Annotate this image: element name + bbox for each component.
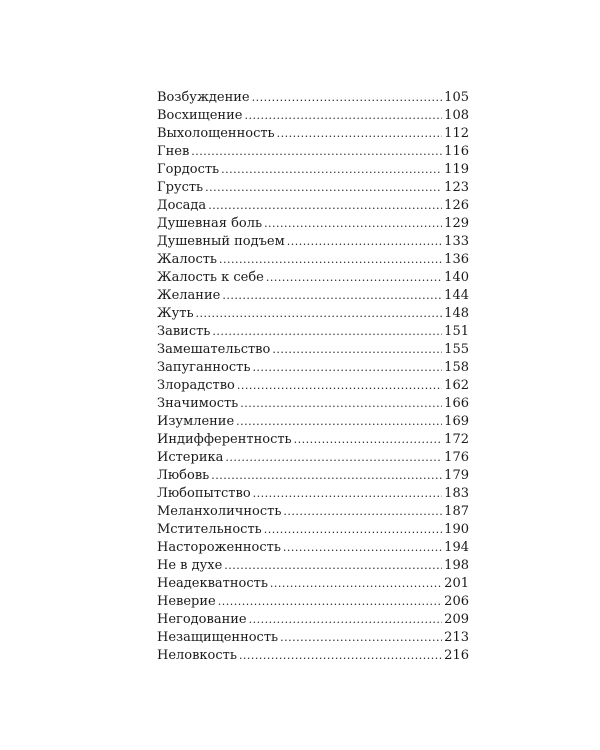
toc-entry-title: Неловкость — [157, 648, 237, 663]
toc-entry — [157, 395, 469, 413]
toc-entry — [157, 593, 469, 611]
toc-dot-leader — [277, 125, 443, 143]
toc-entry — [157, 89, 469, 107]
toc-entry — [157, 521, 469, 539]
toc-entry-page: 133 — [444, 234, 469, 249]
toc-entry-title: Зависть — [157, 324, 211, 339]
toc-entry — [157, 323, 469, 341]
toc-entry — [157, 449, 469, 467]
toc-dot-leader — [272, 341, 442, 359]
toc-entry-title: Неадекватность — [157, 576, 268, 591]
toc-entry — [157, 539, 469, 557]
toc-entry-page: 108 — [444, 108, 469, 123]
toc-entry-title: Любовь — [157, 468, 210, 483]
toc-entry — [157, 125, 469, 143]
toc-entry — [157, 503, 469, 521]
toc-entry-page: 126 — [444, 198, 469, 213]
toc-dot-leader — [280, 629, 442, 647]
toc-entry-title: Запуганность — [157, 360, 251, 375]
toc-entry — [157, 305, 469, 323]
toc-entry — [157, 611, 469, 629]
toc-dot-leader — [237, 377, 442, 395]
toc-entry — [157, 341, 469, 359]
toc-entry-title: Индифферентность — [157, 432, 292, 447]
toc-dot-leader — [287, 233, 442, 251]
toc-entry-page: 162 — [444, 378, 469, 393]
toc-entry-page: 158 — [444, 360, 469, 375]
toc-entry-title: Возбуждение — [157, 90, 250, 105]
toc-dot-leader — [266, 269, 442, 287]
toc-entry-page: 206 — [444, 594, 469, 609]
table-of-contents — [157, 89, 469, 665]
toc-dot-leader — [191, 143, 442, 161]
toc-dot-leader — [224, 557, 442, 575]
toc-entry-page: 216 — [444, 648, 469, 663]
toc-dot-leader — [283, 503, 442, 521]
toc-dot-leader — [236, 413, 442, 431]
toc-entry-title: Неверие — [157, 594, 216, 609]
toc-entry-title: Восхищение — [157, 108, 243, 123]
toc-entry — [157, 107, 469, 125]
toc-dot-leader — [249, 611, 443, 629]
toc-dot-leader — [264, 215, 442, 233]
toc-entry-title: Мстительность — [157, 522, 262, 537]
toc-entry — [157, 431, 469, 449]
toc-dot-leader — [218, 593, 442, 611]
toc-entry-title: Истерика — [157, 450, 224, 465]
toc-entry-title: Досада — [157, 198, 207, 213]
toc-dot-leader — [221, 161, 442, 179]
toc-entry-page: 183 — [444, 486, 469, 501]
toc-entry — [157, 629, 469, 647]
toc-entry-title: Настороженность — [157, 540, 281, 555]
toc-entry — [157, 197, 469, 215]
toc-entry-page: 179 — [444, 468, 469, 483]
toc-entry — [157, 557, 469, 575]
toc-dot-leader — [219, 251, 442, 269]
toc-entry-title: Душевная боль — [157, 216, 263, 231]
toc-entry-page: 116 — [444, 144, 469, 159]
toc-entry-page: 169 — [444, 414, 469, 429]
toc-entry-page: 213 — [444, 630, 469, 645]
toc-entry-page: 151 — [444, 324, 469, 339]
toc-entry-page: 119 — [444, 162, 469, 177]
toc-entry-page: 190 — [444, 522, 469, 537]
toc-entry-title: Злорадство — [157, 378, 235, 393]
toc-entry — [157, 467, 469, 485]
toc-entry — [157, 413, 469, 431]
toc-entry-page: 209 — [444, 612, 469, 627]
toc-dot-leader — [264, 521, 442, 539]
toc-entry-page: 129 — [444, 216, 469, 231]
toc-dot-leader — [253, 485, 443, 503]
toc-entry — [157, 287, 469, 305]
toc-entry-page: 187 — [444, 504, 469, 519]
toc-entry — [157, 647, 469, 665]
toc-entry-title: Незащищенность — [157, 630, 279, 645]
toc-entry-page: 201 — [444, 576, 469, 591]
toc-dot-leader — [240, 395, 442, 413]
toc-entry-page: 123 — [444, 180, 469, 195]
toc-entry-title: Замешательство — [157, 342, 271, 357]
toc-entry-title: Жуть — [157, 306, 194, 321]
toc-dot-leader — [208, 197, 442, 215]
toc-entry-page: 176 — [444, 450, 469, 465]
toc-entry — [157, 251, 469, 269]
toc-entry-title: Душевный подъем — [157, 234, 285, 249]
toc-entry-title: Жалость — [157, 252, 217, 267]
toc-dot-leader — [244, 107, 442, 125]
toc-entry-title: Гордость — [157, 162, 220, 177]
toc-entry-title: Грусть — [157, 180, 204, 195]
toc-entry-page: 194 — [444, 540, 469, 555]
toc-entry — [157, 233, 469, 251]
toc-dot-leader — [252, 89, 443, 107]
toc-entry-page: 198 — [444, 558, 469, 573]
toc-entry-page: 144 — [444, 288, 469, 303]
toc-dot-leader — [212, 323, 442, 341]
toc-dot-leader — [222, 287, 442, 305]
toc-entry — [157, 269, 469, 287]
toc-entry — [157, 359, 469, 377]
toc-entry-page: 172 — [444, 432, 469, 447]
toc-entry-page: 136 — [444, 252, 469, 267]
toc-dot-leader — [196, 305, 443, 323]
toc-entry-title: Любопытство — [157, 486, 251, 501]
toc-entry — [157, 215, 469, 233]
toc-entry-title: Изумление — [157, 414, 235, 429]
toc-entry-title: Не в духе — [157, 558, 223, 573]
toc-entry-page: 140 — [444, 270, 469, 285]
toc-entry — [157, 377, 469, 395]
toc-entry-page: 112 — [444, 126, 469, 141]
toc-entry-title: Выхолощенность — [157, 126, 275, 141]
toc-entry-title: Гнев — [157, 144, 190, 159]
toc-entry-title: Негодование — [157, 612, 247, 627]
toc-entry-page: 155 — [444, 342, 469, 357]
toc-dot-leader — [270, 575, 442, 593]
toc-entry-title: Желание — [157, 288, 221, 303]
toc-entry — [157, 143, 469, 161]
toc-dot-leader — [225, 449, 442, 467]
toc-entry-title: Значимость — [157, 396, 239, 411]
toc-dot-leader — [211, 467, 442, 485]
toc-entry-title: Жалость к себе — [157, 270, 264, 285]
toc-dot-leader — [205, 179, 442, 197]
toc-dot-leader — [252, 359, 442, 377]
toc-entry — [157, 161, 469, 179]
toc-entry-title: Меланхоличность — [157, 504, 282, 519]
toc-entry — [157, 485, 469, 503]
toc-entry-page: 105 — [444, 90, 469, 105]
toc-dot-leader — [239, 647, 442, 665]
toc-dot-leader — [283, 539, 442, 557]
toc-entry — [157, 575, 469, 593]
toc-entry-page: 148 — [444, 306, 469, 321]
toc-entry — [157, 179, 469, 197]
toc-dot-leader — [294, 431, 443, 449]
toc-entry-page: 166 — [444, 396, 469, 411]
